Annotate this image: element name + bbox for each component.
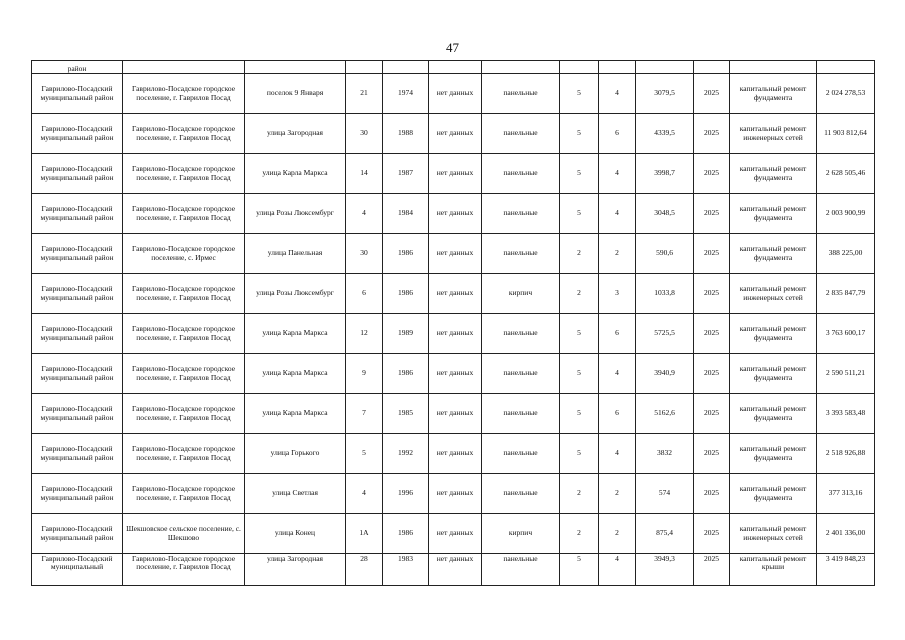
settlement-cell: Гаврилово-Посадское городское поселение, г. Гаврилов Посад [123, 314, 245, 354]
cost-cell: 2 003 900,99 [817, 194, 875, 234]
table-row [32, 314, 875, 354]
floors-cell: 5 [560, 354, 599, 394]
table-row [32, 274, 875, 314]
table-row [32, 554, 875, 586]
table-row [32, 434, 875, 474]
year-other-cell: нет данных [429, 314, 482, 354]
table-row [32, 474, 875, 514]
work-type-cell: капитальный ремонт фундамента [730, 234, 817, 274]
street-cell: улица Светлая [245, 474, 346, 514]
street-cell: улица Горького [245, 434, 346, 474]
year-built-cell: 1989 [383, 314, 429, 354]
settlement-cell: Гаврилово-Посадское городское поселение, г. Гаврилов Посад [123, 554, 245, 586]
entrances-cell: 3 [599, 274, 636, 314]
year-built-cell: 1986 [383, 514, 429, 554]
year-built-cell: 1983 [383, 554, 429, 586]
area-cell: 5162,6 [636, 394, 694, 434]
year-other-cell: нет данных [429, 194, 482, 234]
table-row [32, 114, 875, 154]
street-cell: улица Карла Маркса [245, 314, 346, 354]
house-cell: 4 [346, 474, 383, 514]
work-type-cell: капитальный ремонт инженерных сетей [730, 274, 817, 314]
district-cell: Гаврилово-Посадский муниципальный [32, 554, 123, 586]
wall-material-cell: панельные [482, 234, 560, 274]
settlement-cell: Гаврилово-Посадское городское поселение, г. Гаврилов Посад [123, 114, 245, 154]
floors-cell: 2 [560, 474, 599, 514]
year-other-cell: нет данных [429, 434, 482, 474]
cost-cell: 377 313,16 [817, 474, 875, 514]
wall-material-cell: кирпич [482, 274, 560, 314]
table-row [32, 74, 875, 114]
street-cell: улица Розы Люксембург [245, 194, 346, 234]
wall-material-cell: панельные [482, 434, 560, 474]
area-cell: 5725,5 [636, 314, 694, 354]
cost-cell: 3 763 600,17 [817, 314, 875, 354]
plan-year-cell: 2025 [694, 434, 730, 474]
street-cell: поселок 9 Января [245, 74, 346, 114]
table-row [32, 394, 875, 434]
entrances-cell [599, 61, 636, 74]
cost-cell: 3 393 583,48 [817, 394, 875, 434]
wall-material-cell: панельные [482, 474, 560, 514]
wall-material-cell: панельные [482, 394, 560, 434]
plan-year-cell: 2025 [694, 554, 730, 586]
wall-material-cell: панельные [482, 74, 560, 114]
year-built-cell: 1992 [383, 434, 429, 474]
street-cell: улица Карла Маркса [245, 154, 346, 194]
floors-cell: 5 [560, 194, 599, 234]
work-type-cell: капитальный ремонт инженерных сетей [730, 114, 817, 154]
house-cell: 6 [346, 274, 383, 314]
settlement-cell: Гаврилово-Посадское городское поселение, г. Гаврилов Посад [123, 434, 245, 474]
plan-year-cell: 2025 [694, 514, 730, 554]
floors-cell: 5 [560, 434, 599, 474]
page-number: 47 [446, 40, 459, 55]
area-cell: 875,4 [636, 514, 694, 554]
year-built-cell [383, 61, 429, 74]
house-cell: 12 [346, 314, 383, 354]
area-cell: 3079,5 [636, 74, 694, 114]
house-cell: 7 [346, 394, 383, 434]
settlement-cell: Гаврилово-Посадское городское поселение, г. Гаврилов Посад [123, 274, 245, 314]
floors-cell: 2 [560, 274, 599, 314]
house-cell: 14 [346, 154, 383, 194]
year-built-cell: 1987 [383, 154, 429, 194]
area-cell: 3998,7 [636, 154, 694, 194]
year-built-cell: 1996 [383, 474, 429, 514]
cost-cell: 2 835 847,79 [817, 274, 875, 314]
year-built-cell: 1986 [383, 274, 429, 314]
cost-cell: 388 225,00 [817, 234, 875, 274]
work-type-cell: капитальный ремонт фундамента [730, 154, 817, 194]
work-type-cell: капитальный ремонт фундамента [730, 354, 817, 394]
settlement-cell: Гаврилово-Посадское городское поселение, г. Гаврилов Посад [123, 474, 245, 514]
work-type-cell: капитальный ремонт крыши [730, 554, 817, 586]
street-cell: улица Загородная [245, 554, 346, 586]
year-other-cell: нет данных [429, 234, 482, 274]
district-cell: Гаврилово-Посадский муниципальный район [32, 354, 123, 394]
wall-material-cell: панельные [482, 314, 560, 354]
area-cell: 3949,3 [636, 554, 694, 586]
table-row [32, 234, 875, 274]
floors-cell: 5 [560, 114, 599, 154]
district-cell: Гаврилово-Посадский муниципальный район [32, 74, 123, 114]
work-type-cell: капитальный ремонт фундамента [730, 434, 817, 474]
work-type-cell: капитальный ремонт фундамента [730, 194, 817, 234]
wall-material-cell: панельные [482, 114, 560, 154]
entrances-cell: 6 [599, 314, 636, 354]
district-cell: Гаврилово-Посадский муниципальный район [32, 434, 123, 474]
district-cell: район [32, 61, 123, 74]
house-cell [346, 61, 383, 74]
district-cell: Гаврилово-Посадский муниципальный район [32, 394, 123, 434]
area-cell: 3048,5 [636, 194, 694, 234]
year-built-cell: 1985 [383, 394, 429, 434]
year-other-cell: нет данных [429, 274, 482, 314]
cost-cell [817, 61, 875, 74]
settlement-cell: Гаврилово-Посадское городское поселение, с. Ирмес [123, 234, 245, 274]
entrances-cell: 6 [599, 394, 636, 434]
street-cell: улица Карла Маркса [245, 394, 346, 434]
district-cell: Гаврилово-Посадский муниципальный район [32, 474, 123, 514]
house-cell: 28 [346, 554, 383, 586]
entrances-cell: 4 [599, 434, 636, 474]
house-cell: 9 [346, 354, 383, 394]
work-type-cell: капитальный ремонт фундамента [730, 74, 817, 114]
work-type-cell: капитальный ремонт инженерных сетей [730, 514, 817, 554]
plan-year-cell: 2025 [694, 74, 730, 114]
entrances-cell: 4 [599, 194, 636, 234]
house-cell: 4 [346, 194, 383, 234]
year-built-cell: 1988 [383, 114, 429, 154]
plan-year-cell: 2025 [694, 354, 730, 394]
house-cell: 30 [346, 114, 383, 154]
floors-cell: 5 [560, 314, 599, 354]
floors-cell: 5 [560, 74, 599, 114]
street-cell: улица Карла Маркса [245, 354, 346, 394]
area-cell: 3832 [636, 434, 694, 474]
area-cell [636, 61, 694, 74]
wall-material-cell: панельные [482, 194, 560, 234]
plan-year-cell: 2025 [694, 314, 730, 354]
work-type-cell: капитальный ремонт фундамента [730, 394, 817, 434]
year-other-cell [429, 61, 482, 74]
floors-cell [560, 61, 599, 74]
table-row-fragment [32, 61, 875, 74]
area-cell: 590,6 [636, 234, 694, 274]
entrances-cell: 2 [599, 474, 636, 514]
street-cell: улица Конец [245, 514, 346, 554]
housing-register-table [31, 60, 875, 586]
district-cell: Гаврилово-Посадский муниципальный район [32, 234, 123, 274]
year-other-cell: нет данных [429, 554, 482, 586]
settlement-cell: Гаврилово-Посадское городское поселение, г. Гаврилов Посад [123, 354, 245, 394]
area-cell: 1033,8 [636, 274, 694, 314]
settlement-cell: Гаврилово-Посадское городское поселение, г. Гаврилов Посад [123, 394, 245, 434]
floors-cell: 5 [560, 554, 599, 586]
house-cell: 30 [346, 234, 383, 274]
wall-material-cell: кирпич [482, 514, 560, 554]
entrances-cell: 6 [599, 114, 636, 154]
plan-year-cell: 2025 [694, 154, 730, 194]
district-cell: Гаврилово-Посадский муниципальный район [32, 114, 123, 154]
street-cell: улица Панельная [245, 234, 346, 274]
district-cell: Гаврилово-Посадский муниципальный район [32, 314, 123, 354]
plan-year-cell: 2025 [694, 274, 730, 314]
plan-year-cell: 2025 [694, 234, 730, 274]
cost-cell: 2 024 278,53 [817, 74, 875, 114]
area-cell: 4339,5 [636, 114, 694, 154]
plan-year-cell: 2025 [694, 114, 730, 154]
floors-cell: 2 [560, 234, 599, 274]
settlement-cell: Шекшовское сельское поселение, с. Шекшово [123, 514, 245, 554]
floors-cell: 2 [560, 514, 599, 554]
year-other-cell: нет данных [429, 514, 482, 554]
cost-cell: 11 903 812,64 [817, 114, 875, 154]
year-built-cell: 1984 [383, 194, 429, 234]
settlement-cell [123, 61, 245, 74]
house-cell: 21 [346, 74, 383, 114]
work-type-cell: капитальный ремонт фундамента [730, 474, 817, 514]
street-cell: улица Загородная [245, 114, 346, 154]
work-type-cell [730, 61, 817, 74]
year-other-cell: нет данных [429, 394, 482, 434]
district-cell: Гаврилово-Посадский муниципальный район [32, 514, 123, 554]
year-other-cell: нет данных [429, 154, 482, 194]
area-cell: 3940,9 [636, 354, 694, 394]
area-cell: 574 [636, 474, 694, 514]
entrances-cell: 4 [599, 74, 636, 114]
wall-material-cell [482, 61, 560, 74]
wall-material-cell: панельные [482, 354, 560, 394]
table-row [32, 154, 875, 194]
house-cell: 1А [346, 514, 383, 554]
year-other-cell: нет данных [429, 354, 482, 394]
cost-cell: 2 401 336,00 [817, 514, 875, 554]
plan-year-cell: 2025 [694, 474, 730, 514]
settlement-cell: Гаврилово-Посадское городское поселение, г. Гаврилов Посад [123, 194, 245, 234]
year-other-cell: нет данных [429, 74, 482, 114]
floors-cell: 5 [560, 154, 599, 194]
wall-material-cell: панельные [482, 554, 560, 586]
year-built-cell: 1974 [383, 74, 429, 114]
cost-cell: 3 419 848,23 [817, 554, 875, 586]
year-built-cell: 1986 [383, 234, 429, 274]
entrances-cell: 4 [599, 154, 636, 194]
entrances-cell: 4 [599, 554, 636, 586]
year-other-cell: нет данных [429, 114, 482, 154]
floors-cell: 5 [560, 394, 599, 434]
cost-cell: 2 628 505,46 [817, 154, 875, 194]
district-cell: Гаврилово-Посадский муниципальный район [32, 194, 123, 234]
cost-cell: 2 590 511,21 [817, 354, 875, 394]
settlement-cell: Гаврилово-Посадское городское поселение, г. Гаврилов Посад [123, 154, 245, 194]
wall-material-cell: панельные [482, 154, 560, 194]
district-cell: Гаврилово-Посадский муниципальный район [32, 154, 123, 194]
table-row [32, 354, 875, 394]
work-type-cell: капитальный ремонт фундамента [730, 314, 817, 354]
settlement-cell: Гаврилово-Посадское городское поселение, г. Гаврилов Посад [123, 74, 245, 114]
table-row [32, 514, 875, 554]
table-body [32, 61, 875, 586]
entrances-cell: 2 [599, 234, 636, 274]
plan-year-cell [694, 61, 730, 74]
plan-year-cell: 2025 [694, 194, 730, 234]
table-row [32, 194, 875, 234]
year-built-cell: 1986 [383, 354, 429, 394]
year-other-cell: нет данных [429, 474, 482, 514]
entrances-cell: 4 [599, 354, 636, 394]
entrances-cell: 2 [599, 514, 636, 554]
street-cell: улица Розы Люксембург [245, 274, 346, 314]
plan-year-cell: 2025 [694, 394, 730, 434]
street-cell [245, 61, 346, 74]
house-cell: 5 [346, 434, 383, 474]
district-cell: Гаврилово-Посадский муниципальный район [32, 274, 123, 314]
cost-cell: 2 518 926,88 [817, 434, 875, 474]
